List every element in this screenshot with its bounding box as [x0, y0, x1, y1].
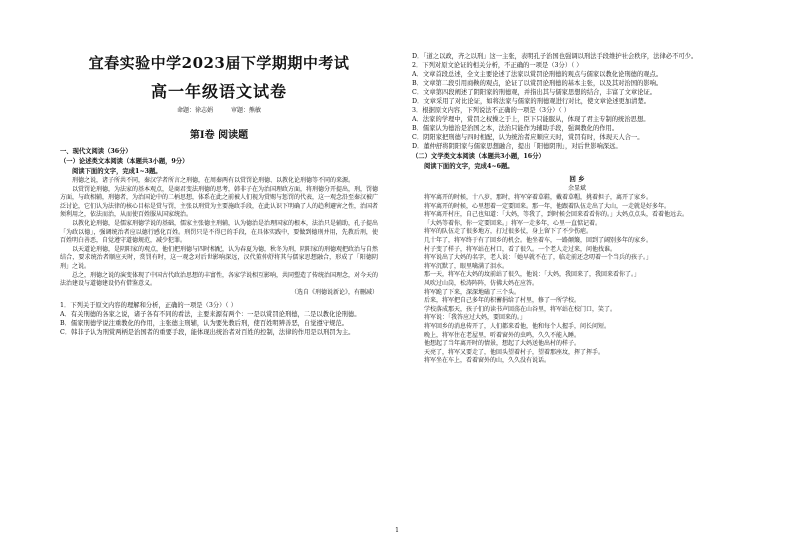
story-paragraph: 将军离开的时候，心里想着一定要回来。那一年，他跟着队伍走出了大山，一走就是好多年。	[424, 202, 671, 210]
option-1b: B．儒家刑德学说注重教化的作用，主张德主刑辅，认为要先教后刑，使百姓明辨善恶，自觉遵守规范。	[60, 320, 348, 328]
option-3c: C．阴阳家把刑德与四时相配，认为统治者应顺应天时，赏罚有时，体现天人合一。	[412, 134, 644, 141]
part-title: 第Ⅰ卷 阅读题	[189, 130, 249, 141]
paragraph: 以教化论刑德，是儒家刑德学说的基础，儒家主张德主刑辅，认为德治是治理国家的根本，法治只是辅助，孔子提出「为政以德」，强调统治者应以德行感化百姓。刑罚只是不得已的手段，在具体实践中，要做到德刑并用，先教后刑，使百姓明白善恶，自觉遵守道德规范，减少犯罪。	[60, 219, 378, 245]
question-1: 1．下列关于原文内容的理解和分析，正确的一项是（3分）（ ）	[60, 302, 237, 310]
section-heading: 一、现代文阅读（36分）	[60, 148, 132, 155]
story-paragraph: 天亮了，将军又要走了，他回头望着村子，望着那座坟，挥了挥手。	[424, 348, 605, 356]
story-paragraph: 将军离开的时候，十八岁，那时，将军穿着草鞋，戴着草帽，挑着担子，离开了家乡。	[424, 194, 653, 201]
story-paragraph: 后来，将军把自己多年的积蓄捐给了村里，修了一所学校。	[424, 297, 581, 305]
story-paragraph: 「大妈等着你，你一定要回来。」将军一走多年，心里一直惦记着。	[424, 219, 602, 227]
option-1d: D．「道之以政，齐之以刑」这一主张，表明孔子治国也强调以刑法手段维护社会秩序，法律必不可少。	[412, 53, 698, 60]
option-3a: A．法家的学理中，赏罚之权操之于上，臣下只能服从，体现了君主专制的统治思想。	[412, 116, 650, 123]
page-number: 1	[395, 527, 399, 534]
exam-meta	[60, 105, 378, 114]
story-title: 回 乡	[569, 175, 585, 183]
story-paragraph: 将军说：「我答应过大妈，要回来的。」	[424, 314, 527, 322]
instruction: 阅读下面的文字，完成1~3题。	[72, 168, 162, 175]
source-note: （选自《刑德说新论》，有删减）	[290, 288, 378, 296]
paragraph: 以天道论刑德，是阴阳家的观点，他们把刑德与四时相配，认为春夏为德，秋冬为刑，阴阳家的刑德观把政治与自然结合，要求统治者顺应天时，赏罚有时，这一观念对后世影响深远，汉代董仲舒将其与儒家思想融合，形成了「阳德阴刑」之说。	[60, 245, 378, 270]
story-paragraph: 将军回乡的消息传开了，人们都来看他，他和每个人握手，问长问短。	[424, 322, 611, 330]
right-column	[412, 52, 742, 536]
story-paragraph: 几十年了，将军终于有了回乡的机会。他坐着车，一路颠簸，回到了阔别多年的家乡。	[424, 236, 653, 244]
setter-label: 命题：徐志娟	[177, 107, 214, 114]
reviewer-label: 审题：熊敏	[230, 107, 261, 114]
option-2c: C．文章第四段阐述了阴阳家的刑德观，并指出其与儒家思想的结合，丰富了文章论证。	[412, 89, 657, 96]
story-paragraph: 将军跪了下来，深深地磕了三个头。	[424, 288, 521, 296]
story-paragraph: 那一天，将军在大妈的坟前站了很久，他说：「大妈，我回来了，我回来看你了。」	[424, 271, 641, 279]
paragraph: 总之，刑德之说的演变体现了中国古代政治思想的丰富性，各家学说相互影响，共同塑造了传统治国理念，对今天的法治建设与道德建设仍有借鉴意义。	[60, 271, 378, 288]
option-2b: B．文章第二段引用商鞅的观点，论证了以赏罚论刑德的基本主张，以及其对治国的影响。	[412, 80, 663, 87]
left-column	[60, 52, 378, 536]
subsection-heading: （一）论述类文本阅读（本题共3小题，9分）	[60, 158, 189, 165]
option-1a: A．有关刑德的各家之说，诸子各有不同的看法，主要来源有两个：一是以赏罚论刑德，二是以教化论刑德。	[60, 311, 361, 319]
story-paragraph: 学校落成那天，孩子们的读书声回荡在山谷里，将军站在校门口，笑了。	[424, 305, 617, 313]
option-1c: C．韩非子认为刑赏两柄是治国者的重要手段，能体现出统治者对百姓的控制，法律的作用是以刑罚为主。	[60, 329, 355, 337]
question-2: 2．下列对原文论证的相关分析，不正确的一项是（3分）（ ）	[412, 62, 583, 69]
story-paragraph: 晚上，将军住在老屋里，听着窗外的虫鸣，久久不能入睡。	[424, 331, 581, 339]
story-author: 余显斌	[567, 185, 586, 192]
story-paragraph: 他想起了当年离开时的情景，想起了大妈送他出村的样子。	[424, 340, 581, 348]
subsection-heading-2: （二）文学类文本阅读（本题共3小题，16分）	[412, 153, 545, 160]
option-2d: D．文章采用了对比论证，如将法家与儒家的刑德观进行对比，使文章论述更加清楚。	[412, 98, 651, 105]
option-3d: D．董仲舒将阴阳家与儒家思想融合，提出「阳德阴刑」，对后世影响深远。	[412, 143, 622, 150]
story-paragraph: 将军沉默了，眼里噙满了泪水。	[424, 262, 509, 270]
story-body	[412, 194, 742, 366]
story-paragraph: 村子变了样子，将军站在村口，看了很久。一个老人走过来，问他找谁。	[424, 245, 617, 253]
instruction-2: 阅读下面的文字，完成4~6题。	[424, 163, 514, 170]
paragraph: 以赏罚论刑德，为法家的基本观点，是商君变法刑德的思考，韩非子在为治国理政方面，将刑德分开提出，刑，罚德方面，与政相辅，刑德者，为治国论中的二柄思想，体系在此之前被人们视为赏赐与惩罚的代表，这一观念沿至秦汉被广泛讨论，它们认为法律的核心目标是赏与罚，主张以刑赏为主要施政手段，在此认识下明确了人的趋利避害之性，治国者须利用之，依法而治，从而使百姓服从国家统治。	[60, 185, 378, 219]
question-3: 3．根据原文内容，下列说法不正确的一项是（3分）（ ）	[412, 107, 570, 114]
story-paragraph: 将军说出了大妈的名字，老人说：「她早就不在了，临走前还念叨着一个当兵的孩子。」	[424, 254, 653, 262]
exam-title: 宜春实验中学2023届下学期期中考试	[88, 54, 350, 72]
story-paragraph: 将军离开村庄，自己也知道：「大妈，等我了，到时候会回来看看你的。」大妈点点头，看着他远去。	[424, 211, 689, 219]
paragraph: 刑德之说，诸子所共不同，秦汉学者所言之刑德，在周秦两有以赏罚论刑德、以教化论刑德等不同的来源。	[72, 177, 355, 184]
option-3b: B．儒家认为德治是治国之本，法治只能作为辅助手段，强调教化的作用。	[412, 125, 619, 132]
story-paragraph: 将军坐在车上，看着窗外的山，久久没有说话。	[424, 357, 551, 365]
story-paragraph: 将军的队伍走了很多地方，打过很多仗，身上留下了不少伤疤。	[424, 228, 593, 236]
story-paragraph: 风吹过山岗，松涛阵阵，仿佛大妈在应答。	[424, 279, 539, 287]
option-2a: A．文章首段总述，全文主要论述了法家以赏罚论刑德的观点与儒家以教化论刑德的观点。	[412, 71, 663, 78]
exam-subtitle: 高一年级语文试卷	[150, 82, 287, 101]
